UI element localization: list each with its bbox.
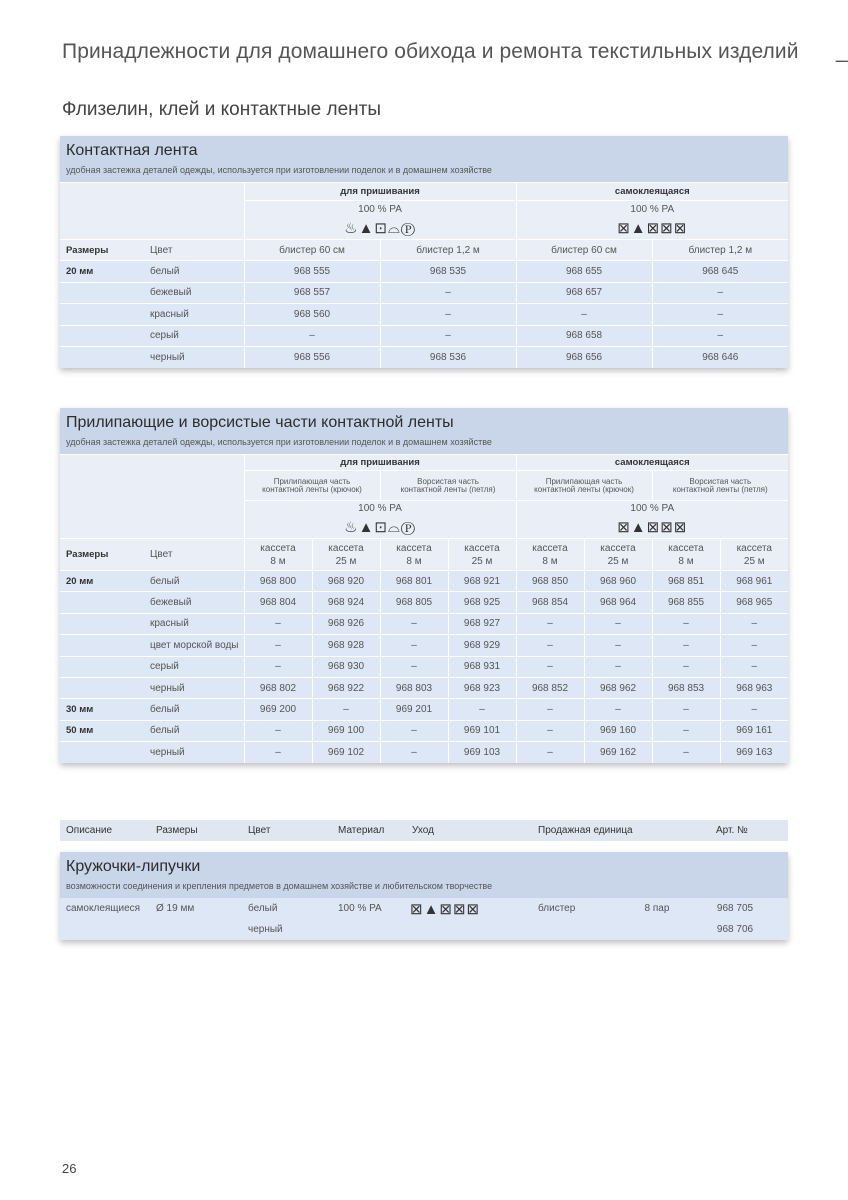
article-cell: 968 921 bbox=[448, 571, 516, 592]
loop-adhesive-label bbox=[652, 471, 788, 501]
velcro-dots-table bbox=[60, 898, 788, 940]
article-cell: 968 804 bbox=[244, 592, 312, 613]
col-header: блистер 1,2 м bbox=[652, 240, 788, 261]
col-header bbox=[652, 539, 720, 571]
row-color: бежевый bbox=[144, 282, 244, 304]
article-cell: 968 965 bbox=[720, 592, 788, 613]
article-cell: 968 805 bbox=[380, 592, 448, 613]
velcro-dots-panel bbox=[60, 852, 788, 940]
material-sew: 100 % PA bbox=[244, 501, 516, 517]
product-article: 968 706 bbox=[682, 919, 788, 940]
article-cell: – bbox=[652, 656, 720, 677]
article-cell: 968 960 bbox=[584, 571, 652, 592]
col-header-length: 25 м bbox=[471, 555, 493, 567]
article-cell: – bbox=[720, 699, 788, 720]
row-size bbox=[60, 282, 144, 304]
care-symbols-adhesive: ⊠▲⊠⊠⊠ bbox=[617, 220, 688, 238]
article-cell: 968 928 bbox=[312, 635, 380, 656]
product-color: черный bbox=[242, 919, 332, 940]
row-color: бежевый bbox=[144, 592, 244, 613]
article-cell: 968 801 bbox=[380, 571, 448, 592]
article-cell: 969 103 bbox=[448, 742, 516, 763]
col-header bbox=[244, 539, 312, 571]
article-cell: – bbox=[380, 742, 448, 763]
row-size: 20 мм bbox=[60, 261, 144, 283]
row-color: белый bbox=[144, 699, 244, 720]
col-sizes: Размеры bbox=[60, 240, 144, 261]
list-col-article: Арт. № bbox=[716, 825, 748, 836]
article-cell: 968 964 bbox=[584, 592, 652, 613]
row-color: белый bbox=[144, 720, 244, 741]
list-col-sizes: Размеры bbox=[156, 825, 198, 836]
article-cell: 968 963 bbox=[720, 677, 788, 698]
article-cell: – bbox=[244, 742, 312, 763]
article-cell: 968 656 bbox=[516, 347, 652, 369]
col-header-length: 8 м bbox=[406, 555, 422, 567]
product-description: самоклеящиеся bbox=[60, 898, 150, 919]
article-cell: 968 930 bbox=[312, 656, 380, 677]
article-cell: 968 555 bbox=[244, 261, 380, 283]
col-header bbox=[584, 539, 652, 571]
article-cell: – bbox=[584, 613, 652, 634]
article-cell: 969 201 bbox=[380, 699, 448, 720]
list-col-material: Материал bbox=[338, 825, 385, 836]
row-size bbox=[60, 677, 144, 698]
row-size bbox=[60, 635, 144, 656]
article-cell: 968 802 bbox=[244, 677, 312, 698]
col-header-type: кассета bbox=[736, 542, 772, 554]
empty-cell bbox=[332, 919, 682, 940]
article-cell: 968 929 bbox=[448, 635, 516, 656]
list-col-description: Описание bbox=[66, 825, 113, 836]
table-body bbox=[60, 571, 788, 764]
article-cell: – bbox=[584, 656, 652, 677]
row-size bbox=[60, 325, 144, 347]
product-material: 100 % PA bbox=[332, 898, 404, 919]
article-cell: 968 535 bbox=[380, 261, 516, 283]
col-header-type: кассета bbox=[532, 542, 568, 554]
article-cell: 968 927 bbox=[448, 613, 516, 634]
article-cell: 968 923 bbox=[448, 677, 516, 698]
page-number: 26 bbox=[62, 1161, 77, 1176]
list-col-care: Уход bbox=[412, 825, 434, 836]
group-sew-header: для пришивания bbox=[244, 455, 516, 471]
article-cell: 968 920 bbox=[312, 571, 380, 592]
col-header-type: кассета bbox=[668, 542, 704, 554]
article-cell: – bbox=[652, 720, 720, 741]
col-header bbox=[720, 539, 788, 571]
hook-loop-table bbox=[60, 454, 788, 763]
list-col-color: Цвет bbox=[248, 825, 271, 836]
col-header-length: 25 м bbox=[607, 555, 629, 567]
row-size bbox=[60, 613, 144, 634]
care-symbols-sew: ♨▲⊡⌓Ⓟ bbox=[344, 519, 416, 537]
article-cell: 968 560 bbox=[244, 304, 380, 326]
row-color: красный bbox=[144, 613, 244, 634]
article-cell: 968 655 bbox=[516, 261, 652, 283]
article-cell: 968 854 bbox=[516, 592, 584, 613]
material-sew: 100 % PA bbox=[244, 201, 516, 218]
panel-title: Кружочки-липучки bbox=[66, 858, 201, 875]
article-cell: 968 926 bbox=[312, 613, 380, 634]
row-color: черный bbox=[144, 742, 244, 763]
panel-header bbox=[60, 408, 788, 454]
row-size bbox=[60, 742, 144, 763]
article-cell: 968 961 bbox=[720, 571, 788, 592]
article-cell: 969 101 bbox=[448, 720, 516, 741]
row-color: белый bbox=[144, 571, 244, 592]
article-cell: – bbox=[652, 699, 720, 720]
product-care-icon bbox=[404, 898, 532, 919]
article-cell: – bbox=[380, 282, 516, 304]
corner-cell bbox=[60, 183, 244, 240]
article-cell: – bbox=[516, 304, 652, 326]
article-cell: – bbox=[720, 656, 788, 677]
product-quantity: 8 пар bbox=[632, 898, 682, 919]
contact-tape-table bbox=[60, 182, 788, 368]
care-symbols-sew: ♨▲⊡⌓Ⓟ bbox=[344, 220, 416, 238]
col-header: блистер 60 см bbox=[516, 240, 652, 261]
article-cell: 968 645 bbox=[652, 261, 788, 283]
row-color: белый bbox=[144, 261, 244, 283]
article-cell: – bbox=[652, 282, 788, 304]
care-symbols-adhesive-icon bbox=[516, 517, 788, 539]
panel-header bbox=[60, 136, 788, 182]
row-color: серый bbox=[144, 325, 244, 347]
group-sew-header: для пришивания bbox=[244, 183, 516, 201]
article-cell: 968 851 bbox=[652, 571, 720, 592]
article-cell: 968 853 bbox=[652, 677, 720, 698]
article-cell: – bbox=[652, 304, 788, 326]
contact-tape-panel bbox=[60, 136, 788, 368]
article-cell: 968 852 bbox=[516, 677, 584, 698]
article-cell: – bbox=[244, 720, 312, 741]
article-cell: – bbox=[380, 656, 448, 677]
hook-sew-label bbox=[244, 471, 380, 501]
empty-cell bbox=[60, 919, 242, 940]
col-header bbox=[312, 539, 380, 571]
article-cell: – bbox=[516, 635, 584, 656]
panel-title: Контактная лента bbox=[66, 142, 198, 159]
article-cell: 968 931 bbox=[448, 656, 516, 677]
row-color: черный bbox=[144, 677, 244, 698]
row-size bbox=[60, 304, 144, 326]
care-symbols-adhesive-icon bbox=[516, 218, 788, 240]
corner-cell bbox=[60, 455, 244, 539]
col-color: Цвет bbox=[144, 240, 244, 261]
panel-header bbox=[60, 852, 788, 898]
row-size bbox=[60, 592, 144, 613]
row-color: черный bbox=[144, 347, 244, 369]
col-header-length: 8 м bbox=[542, 555, 558, 567]
page-header-dash: _ bbox=[836, 40, 848, 63]
col-header bbox=[380, 539, 448, 571]
article-cell: 969 161 bbox=[720, 720, 788, 741]
panel-subtitle: удобная застежка деталей одежды, используется при изготовлении поделок и в домашнем хозяйстве bbox=[66, 165, 492, 175]
article-cell: 969 160 bbox=[584, 720, 652, 741]
care-symbols: ⊠▲⊠⊠⊠ bbox=[410, 900, 481, 918]
article-cell: 968 803 bbox=[380, 677, 448, 698]
article-cell: 968 646 bbox=[652, 347, 788, 369]
row-size: 30 мм bbox=[60, 699, 144, 720]
page-header-title: Принадлежности для домашнего обихода и ремонта текстильных изделий bbox=[62, 40, 799, 63]
article-cell: – bbox=[448, 699, 516, 720]
col-header-length: 8 м bbox=[678, 555, 694, 567]
care-symbols-sew-icon bbox=[244, 218, 516, 240]
col-header-length: 8 м bbox=[270, 555, 286, 567]
col-color: Цвет bbox=[144, 539, 244, 571]
article-cell: – bbox=[652, 635, 720, 656]
article-cell: – bbox=[720, 635, 788, 656]
col-header-length: 25 м bbox=[743, 555, 765, 567]
article-cell: – bbox=[244, 656, 312, 677]
col-header: блистер 60 см bbox=[244, 240, 380, 261]
article-cell: – bbox=[244, 325, 380, 347]
article-cell: – bbox=[516, 699, 584, 720]
article-cell: 968 800 bbox=[244, 571, 312, 592]
care-symbols-sew-icon bbox=[244, 517, 516, 539]
article-cell: – bbox=[652, 325, 788, 347]
article-cell: 968 556 bbox=[244, 347, 380, 369]
col-header-length: 25 м bbox=[335, 555, 357, 567]
panel-subtitle: удобная застежка деталей одежды, используется при изготовлении поделок и в домашнем хозяйстве bbox=[66, 437, 492, 447]
article-cell: 969 162 bbox=[584, 742, 652, 763]
row-color: серый bbox=[144, 656, 244, 677]
article-cell: – bbox=[584, 699, 652, 720]
article-cell: – bbox=[516, 742, 584, 763]
care-symbols-adhesive: ⊠▲⊠⊠⊠ bbox=[617, 519, 688, 537]
product-size: Ø 19 мм bbox=[150, 898, 242, 919]
article-cell: – bbox=[720, 613, 788, 634]
loop-sew-text: Ворсистая часть контактной ленты (петля) bbox=[400, 476, 496, 494]
article-cell: – bbox=[652, 613, 720, 634]
product-packaging: блистер bbox=[532, 898, 632, 919]
col-header bbox=[516, 539, 584, 571]
material-adhesive: 100 % PA bbox=[516, 501, 788, 517]
article-cell: – bbox=[244, 635, 312, 656]
article-cell: – bbox=[516, 720, 584, 741]
row-color: красный bbox=[144, 304, 244, 326]
product-color: белый bbox=[242, 898, 332, 919]
article-cell: 968 922 bbox=[312, 677, 380, 698]
table-body bbox=[60, 261, 788, 369]
hook-loop-panel bbox=[60, 408, 788, 763]
article-cell: – bbox=[380, 635, 448, 656]
group-adhesive-header: самоклеящаяся bbox=[516, 183, 788, 201]
article-cell: – bbox=[516, 613, 584, 634]
article-cell: – bbox=[312, 699, 380, 720]
hook-sew-text: Прилипающая часть контактной ленты (крючок) bbox=[262, 476, 362, 494]
col-header-type: кассета bbox=[464, 542, 500, 554]
article-cell: 968 855 bbox=[652, 592, 720, 613]
article-cell: – bbox=[652, 742, 720, 763]
article-cell: 968 536 bbox=[380, 347, 516, 369]
article-cell: – bbox=[584, 635, 652, 656]
col-header-type: кассета bbox=[600, 542, 636, 554]
article-cell: 968 658 bbox=[516, 325, 652, 347]
article-cell: 968 557 bbox=[244, 282, 380, 304]
article-cell: – bbox=[380, 613, 448, 634]
list-header bbox=[60, 820, 788, 841]
panel-title: Прилипающие и ворсистые части контактной ленты bbox=[66, 414, 454, 431]
group-adhesive-header: самоклеящаяся bbox=[516, 455, 788, 471]
row-size: 50 мм bbox=[60, 720, 144, 741]
list-col-unit: Продажная единица bbox=[538, 825, 633, 836]
article-cell: 969 200 bbox=[244, 699, 312, 720]
article-cell: – bbox=[244, 613, 312, 634]
article-cell: 969 163 bbox=[720, 742, 788, 763]
article-cell: 969 100 bbox=[312, 720, 380, 741]
article-cell: – bbox=[380, 720, 448, 741]
panel-subtitle: возможности соединения и крепления предметов в домашнем хозяйстве и любительском творчестве bbox=[66, 881, 493, 891]
col-sizes: Размеры bbox=[60, 539, 144, 571]
row-size bbox=[60, 347, 144, 369]
article-cell: 968 657 bbox=[516, 282, 652, 304]
article-cell: 969 102 bbox=[312, 742, 380, 763]
col-header-type: кассета bbox=[260, 542, 296, 554]
material-adhesive: 100 % PA bbox=[516, 201, 788, 218]
article-cell: – bbox=[516, 656, 584, 677]
article-cell: – bbox=[380, 325, 516, 347]
article-cell: – bbox=[380, 304, 516, 326]
col-header-type: кассета bbox=[396, 542, 432, 554]
col-header: блистер 1,2 м bbox=[380, 240, 516, 261]
article-cell: 968 962 bbox=[584, 677, 652, 698]
product-article: 968 705 bbox=[682, 898, 788, 919]
article-cell: 968 924 bbox=[312, 592, 380, 613]
section-title: Флизелин, клей и контактные ленты bbox=[62, 99, 382, 120]
loop-sew-label bbox=[380, 471, 516, 501]
article-cell: 968 850 bbox=[516, 571, 584, 592]
loop-adhesive-text: Ворсистая часть контактной ленты (петля) bbox=[672, 476, 768, 494]
row-size: 20 мм bbox=[60, 571, 144, 592]
row-size bbox=[60, 656, 144, 677]
row-color: цвет морской воды bbox=[144, 635, 244, 656]
article-cell: 968 925 bbox=[448, 592, 516, 613]
hook-adhesive-label bbox=[516, 471, 652, 501]
col-header bbox=[448, 539, 516, 571]
col-header-type: кассета bbox=[328, 542, 364, 554]
hook-adhesive-text: Прилипающая часть контактной ленты (крючок) bbox=[534, 476, 634, 494]
